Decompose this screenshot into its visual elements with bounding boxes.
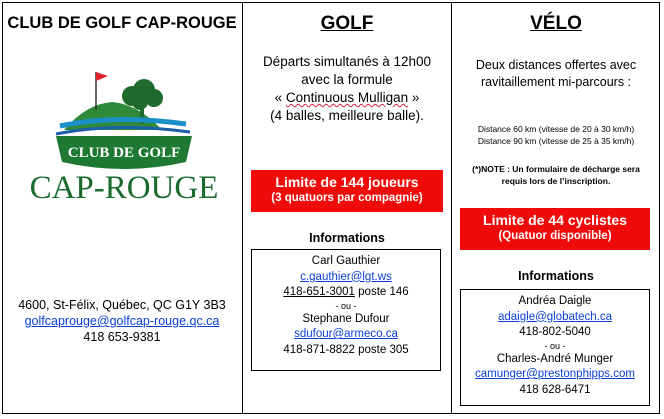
velo-limit-box [460, 208, 650, 250]
velo-contact1-email[interactable]: adaigle@globatech.ca [498, 310, 612, 323]
club-contact-block [2, 297, 242, 345]
golf-contact1-phone: 418-651-3001 poste 146 [283, 286, 409, 298]
velo-contacts-box [460, 289, 650, 406]
golf-heading: GOLF [320, 13, 374, 34]
velo-desc-line: ravitaillement mi-parcours : [480, 75, 632, 89]
club-phone: 418 653-9381 [83, 330, 161, 344]
golf-separator: - ou - [335, 300, 357, 311]
golf-contacts-box [251, 249, 441, 371]
golf-limit-box [251, 170, 443, 212]
golf-desc-line: avec la formule [301, 72, 393, 87]
golf-contact1-name: Carl Gauthier [311, 255, 381, 267]
golf-column [243, 2, 452, 414]
golf-contact1-email[interactable]: c.gauthier@lgt.ws [300, 270, 392, 283]
velo-desc-line: Deux distances offertes avec [475, 58, 637, 72]
velo-note: (*)NOTE : Un formulaire de décharge sera requis lors de l’inscription. [472, 164, 640, 186]
velo-info-heading: Informations [518, 269, 594, 283]
golf-format-name: Continuous Mulligan [285, 90, 409, 105]
golf-desc-line: Départs simultanés à 12h00 [262, 54, 432, 69]
club-title: CLUB DE GOLF CAP-ROUGE [7, 14, 237, 32]
golf-description [243, 53, 451, 125]
golf-contact2-email[interactable]: sdufour@armeco.ca [294, 328, 398, 340]
golf-contact2-name: Stephane Dufour [302, 312, 390, 325]
velo-contact2-phone: 418 628-6471 [519, 383, 591, 396]
velo-distance-60: Distance 60 km (vitesse de 20 à 30 km/h) [477, 124, 635, 134]
velo-separator: - ou - [544, 340, 566, 351]
velo-column [452, 2, 660, 414]
golf-format-line: « Continuous Mulligan » [274, 90, 420, 105]
velo-heading: VÉLO [530, 13, 582, 34]
velo-contact1-phone: 418-802-5040 [519, 326, 591, 338]
logo-banner-text: CLUB DE GOLF [67, 145, 181, 161]
golf-limit-title: Limite de 144 joueurs [275, 174, 419, 190]
velo-contact1-name: Andréa Daigle [518, 295, 592, 307]
logo-name-text: CAP-ROUGE [29, 170, 219, 206]
velo-distances [452, 123, 660, 147]
club-column [2, 2, 243, 414]
club-address: 4600, St-Félix, Québec, QC G1Y 3B3 [18, 298, 226, 312]
golf-limit-sub: (3 quatuors par compagnie) [271, 192, 423, 204]
velo-contact2-name: Charles-André Munger [496, 352, 614, 365]
golf-info-heading: Informations [309, 231, 385, 245]
velo-limit-title: Limite de 44 cyclistes [483, 212, 627, 228]
golf-desc-line: (4 balles, meilleure balle). [270, 108, 424, 123]
velo-description [452, 57, 660, 91]
golf-contact2-phone: 418-871-8822 poste 305 [283, 343, 409, 356]
velo-limit-sub: (Quatuor disponible) [498, 230, 612, 242]
velo-distance-90: Distance 90 km (vitesse de 25 à 35 km/h) [477, 136, 635, 146]
club-email-link[interactable]: golfcaprouge@golfcap-rouge.qc.ca [24, 314, 220, 328]
velo-contact2-email[interactable]: camunger@prestonphipps.com [475, 368, 635, 380]
club-logo [16, 52, 232, 207]
